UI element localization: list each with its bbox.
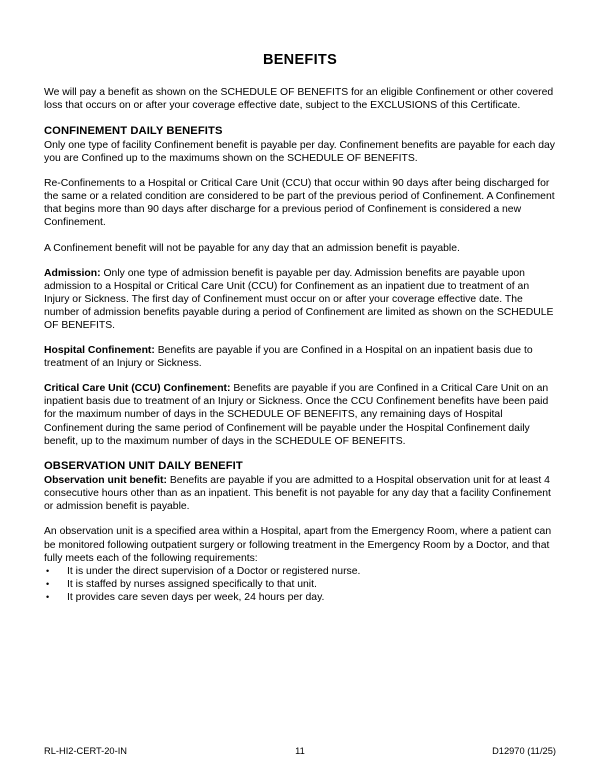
list-item <box>44 591 556 604</box>
hospital-confinement-paragraph <box>44 344 556 370</box>
ccu-confinement-lead-label: Critical Care Unit (CCU) Confinement: <box>44 383 231 395</box>
confinement-paragraph-1: Only one type of facility Confinement benefit is payable per day. Confinement benefits are payable for each day you are Confined up to the maximums shown on the SCHEDULE OF BENEFITS. <box>44 139 555 165</box>
confinement-paragraph-3: A Confinement benefit will not be payable for any day that an admission benefit is payable. <box>44 242 460 254</box>
footer-page-number: 11 <box>295 746 305 756</box>
list-item <box>44 578 556 591</box>
hospital-confinement-body-text: Benefits are payable if you are Confined in a Hospital on an inpatient basis due to treatment of an Injury or Sickness. <box>44 345 533 370</box>
admission-paragraph <box>44 267 556 332</box>
footer-form-number: RL-HI2-CERT-20-IN <box>44 746 127 756</box>
list-item <box>44 565 556 578</box>
page-content <box>44 52 556 604</box>
observation-unit-benefit-lead-label: Observation unit benefit: <box>44 475 167 487</box>
bullet-icon: • <box>46 565 50 576</box>
list-item-label: It provides care seven days per week, 24 hours per day. <box>67 591 325 603</box>
admission-body-text: Only one type of admission benefit is payable per day. Admission benefits are payable upon admission to a Hospital or Critical Care Unit (CCU) for Confinement as an inpatient due to treatment of an Injury or Sickness. The first day of Confinement must occur on or after your coverage effective date. The number of admission benefits payable during a period of Confinement are limited as shown on the SCHEDULE OF BENEFITS. <box>44 267 554 332</box>
confinement-paragraph-2: Re-Confinements to a Hospital or Critical Care Unit (CCU) that occur within 90 days after being discharged for the same or a related condition are considered to be part of the previous period of Confinement. A Confinement that begins more than 90 days after discharge for a previous period of Confinement is considered a new Confinement. <box>44 178 555 229</box>
intro-paragraph: We will pay a benefit as shown on the SCHEDULE OF BENEFITS for an eligible Confinement or other covered loss that occurs on or after your coverage effective date, subject to the EXCLUSIONS of this Certificate. <box>44 87 554 112</box>
observation-unit-requirements-list <box>44 565 556 604</box>
hospital-confinement-lead-label: Hospital Confinement: <box>44 345 155 357</box>
bullet-icon: • <box>46 578 50 589</box>
section-heading-confinement-daily-benefits: CONFINEMENT DAILY BENEFITS <box>44 124 223 137</box>
footer-doc-code: D12970 (11/25) <box>492 746 556 756</box>
observation-unit-definition-paragraph: An observation unit is a specified area within a Hospital, apart from the Emergency Room, where a patient can be monitored following outpatient surgery or following treatment in the Emergency Room by a Doctor, and that fully meets each of the following requirements: <box>44 526 552 564</box>
observation-unit-benefit-paragraph <box>44 474 556 513</box>
observation-unit-benefit-body-text: Benefits are payable if you are admitted to a Hospital observation unit for at least 4 consecutive hours other than as an inpatient. This benefit is not payable for any day that a facility Confinement or admission benefit is payable. <box>44 475 551 513</box>
ccu-confinement-body-text: Benefits are payable if you are Confined in a Critical Care Unit on an inpatient basis due to treatment of an Injury or Sickness. Once the CCU Confinement benefits have been paid for the maximum number of days in the SCHEDULE OF BENEFITS, any remaining days of Hospital Confinement during the same period of Confinement will be payable under the Hospital Confinement daily benefit, up to the maximum number of days in the SCHEDULE OF BENEFITS. <box>44 383 549 447</box>
ccu-confinement-paragraph <box>44 382 556 447</box>
list-item-label: It is under the direct supervision of a Doctor or registered nurse. <box>67 565 361 577</box>
section-heading-observation-unit-daily-benefit: OBSERVATION UNIT DAILY BENEFIT <box>44 459 243 472</box>
admission-lead-label: Admission: <box>44 267 101 279</box>
page-footer <box>44 744 556 758</box>
page-title: BENEFITS <box>262 52 338 68</box>
list-item-label: It is staffed by nurses assigned specifically to that unit. <box>67 578 317 590</box>
bullet-icon: • <box>46 591 50 602</box>
